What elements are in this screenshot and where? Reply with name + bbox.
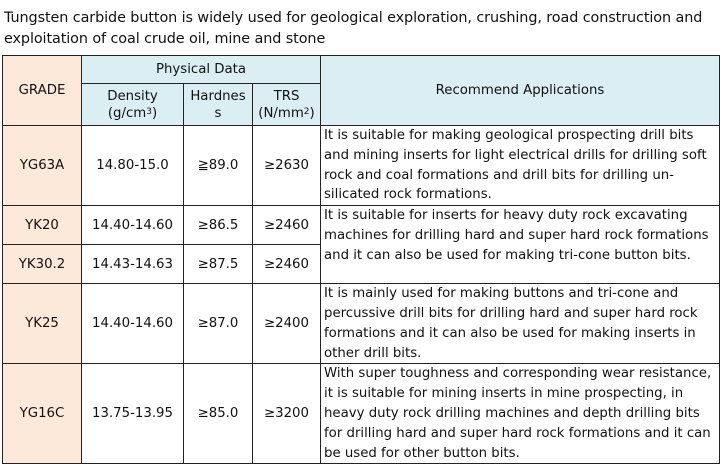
hardness-cell: ≥85.0 [184,364,253,464]
density-cell: 14.43-14.63 [82,245,184,284]
application-cell: It is suitable for inserts for heavy duty rock excavating machines for drilling hard and super hard rock formations and it can also be used for making tri-cone button bits. [321,206,720,284]
header-physical-data: Physical Data [82,56,321,84]
application-cell: It is suitable for making geological prospecting drill bits and mining inserts for light electrical drills for drilling soft rock and coal formations and drill bits for drilling un-silicated rock formations. [321,126,720,206]
header-grade: GRADE [3,56,82,126]
header-hardness [184,84,253,126]
header-density-label: Density [107,88,158,104]
grade-cell: YK30.2 [3,245,82,284]
hardness-cell: ≥87.5 [184,245,253,284]
carbide-grades-table [2,55,720,464]
hardness-cell: ≥86.5 [184,206,253,245]
header-trs-unit-sup: 2 [303,106,310,117]
trs-cell: ≥3200 [253,364,321,464]
grade-cell: YK20 [3,206,82,245]
application-cell: It is mainly used for making buttons and tri-cone and percussive drill bits for drilling hard and super hard rock formations and it can also be used for making inserts in other drill bits. [321,284,720,364]
application-cell: With super toughness and corresponding wear resistance, it is suitable for mining inserts in mine prospecting, in heavy duty rock drilling machines and depth drilling bits for drilling hard and super hard rock formations and it can be used for other button bits. [321,364,720,464]
header-trs [253,84,321,126]
trs-cell: ≥2630 [253,126,321,206]
header-trs-unit: (N/mm [258,105,304,121]
header-applications: Recommend Applications [321,56,720,126]
header-density-unit-sup: 3 [146,106,152,117]
document-title: Tungsten carbide button is widely used for geological exploration, crushing, road construction and exploitation of coal crude oil, mine and stone [4,10,703,47]
hardness-cell: ≥87.0 [184,284,253,364]
header-hardness-line1: Hardnes [190,88,246,104]
table-row [3,206,720,245]
trs-cell: ≥2460 [253,245,321,284]
hardness-cell: ≧89.0 [184,126,253,206]
table-row [3,364,720,464]
header-hardness-line2: s [214,105,222,121]
table-row [3,284,720,364]
density-cell: 14.80-15.0 [82,126,184,206]
grade-cell: YK25 [3,284,82,364]
trs-cell: ≥2460 [253,206,321,245]
trs-cell: ≥2400 [253,284,321,364]
density-cell: 14.40-14.60 [82,284,184,364]
header-trs-label: TRS [273,88,300,104]
density-cell: 14.40-14.60 [82,206,184,245]
table-row [3,126,720,206]
header-density [82,84,184,126]
header-density-unit: (g/cm [107,105,147,121]
header-trs-unit-close: ) [309,105,315,121]
header-density-unit-close: ) [151,105,158,121]
density-cell: 13.75-13.95 [82,364,184,464]
grade-cell: YG63A [3,126,82,206]
grade-cell: YG16C [3,364,82,464]
